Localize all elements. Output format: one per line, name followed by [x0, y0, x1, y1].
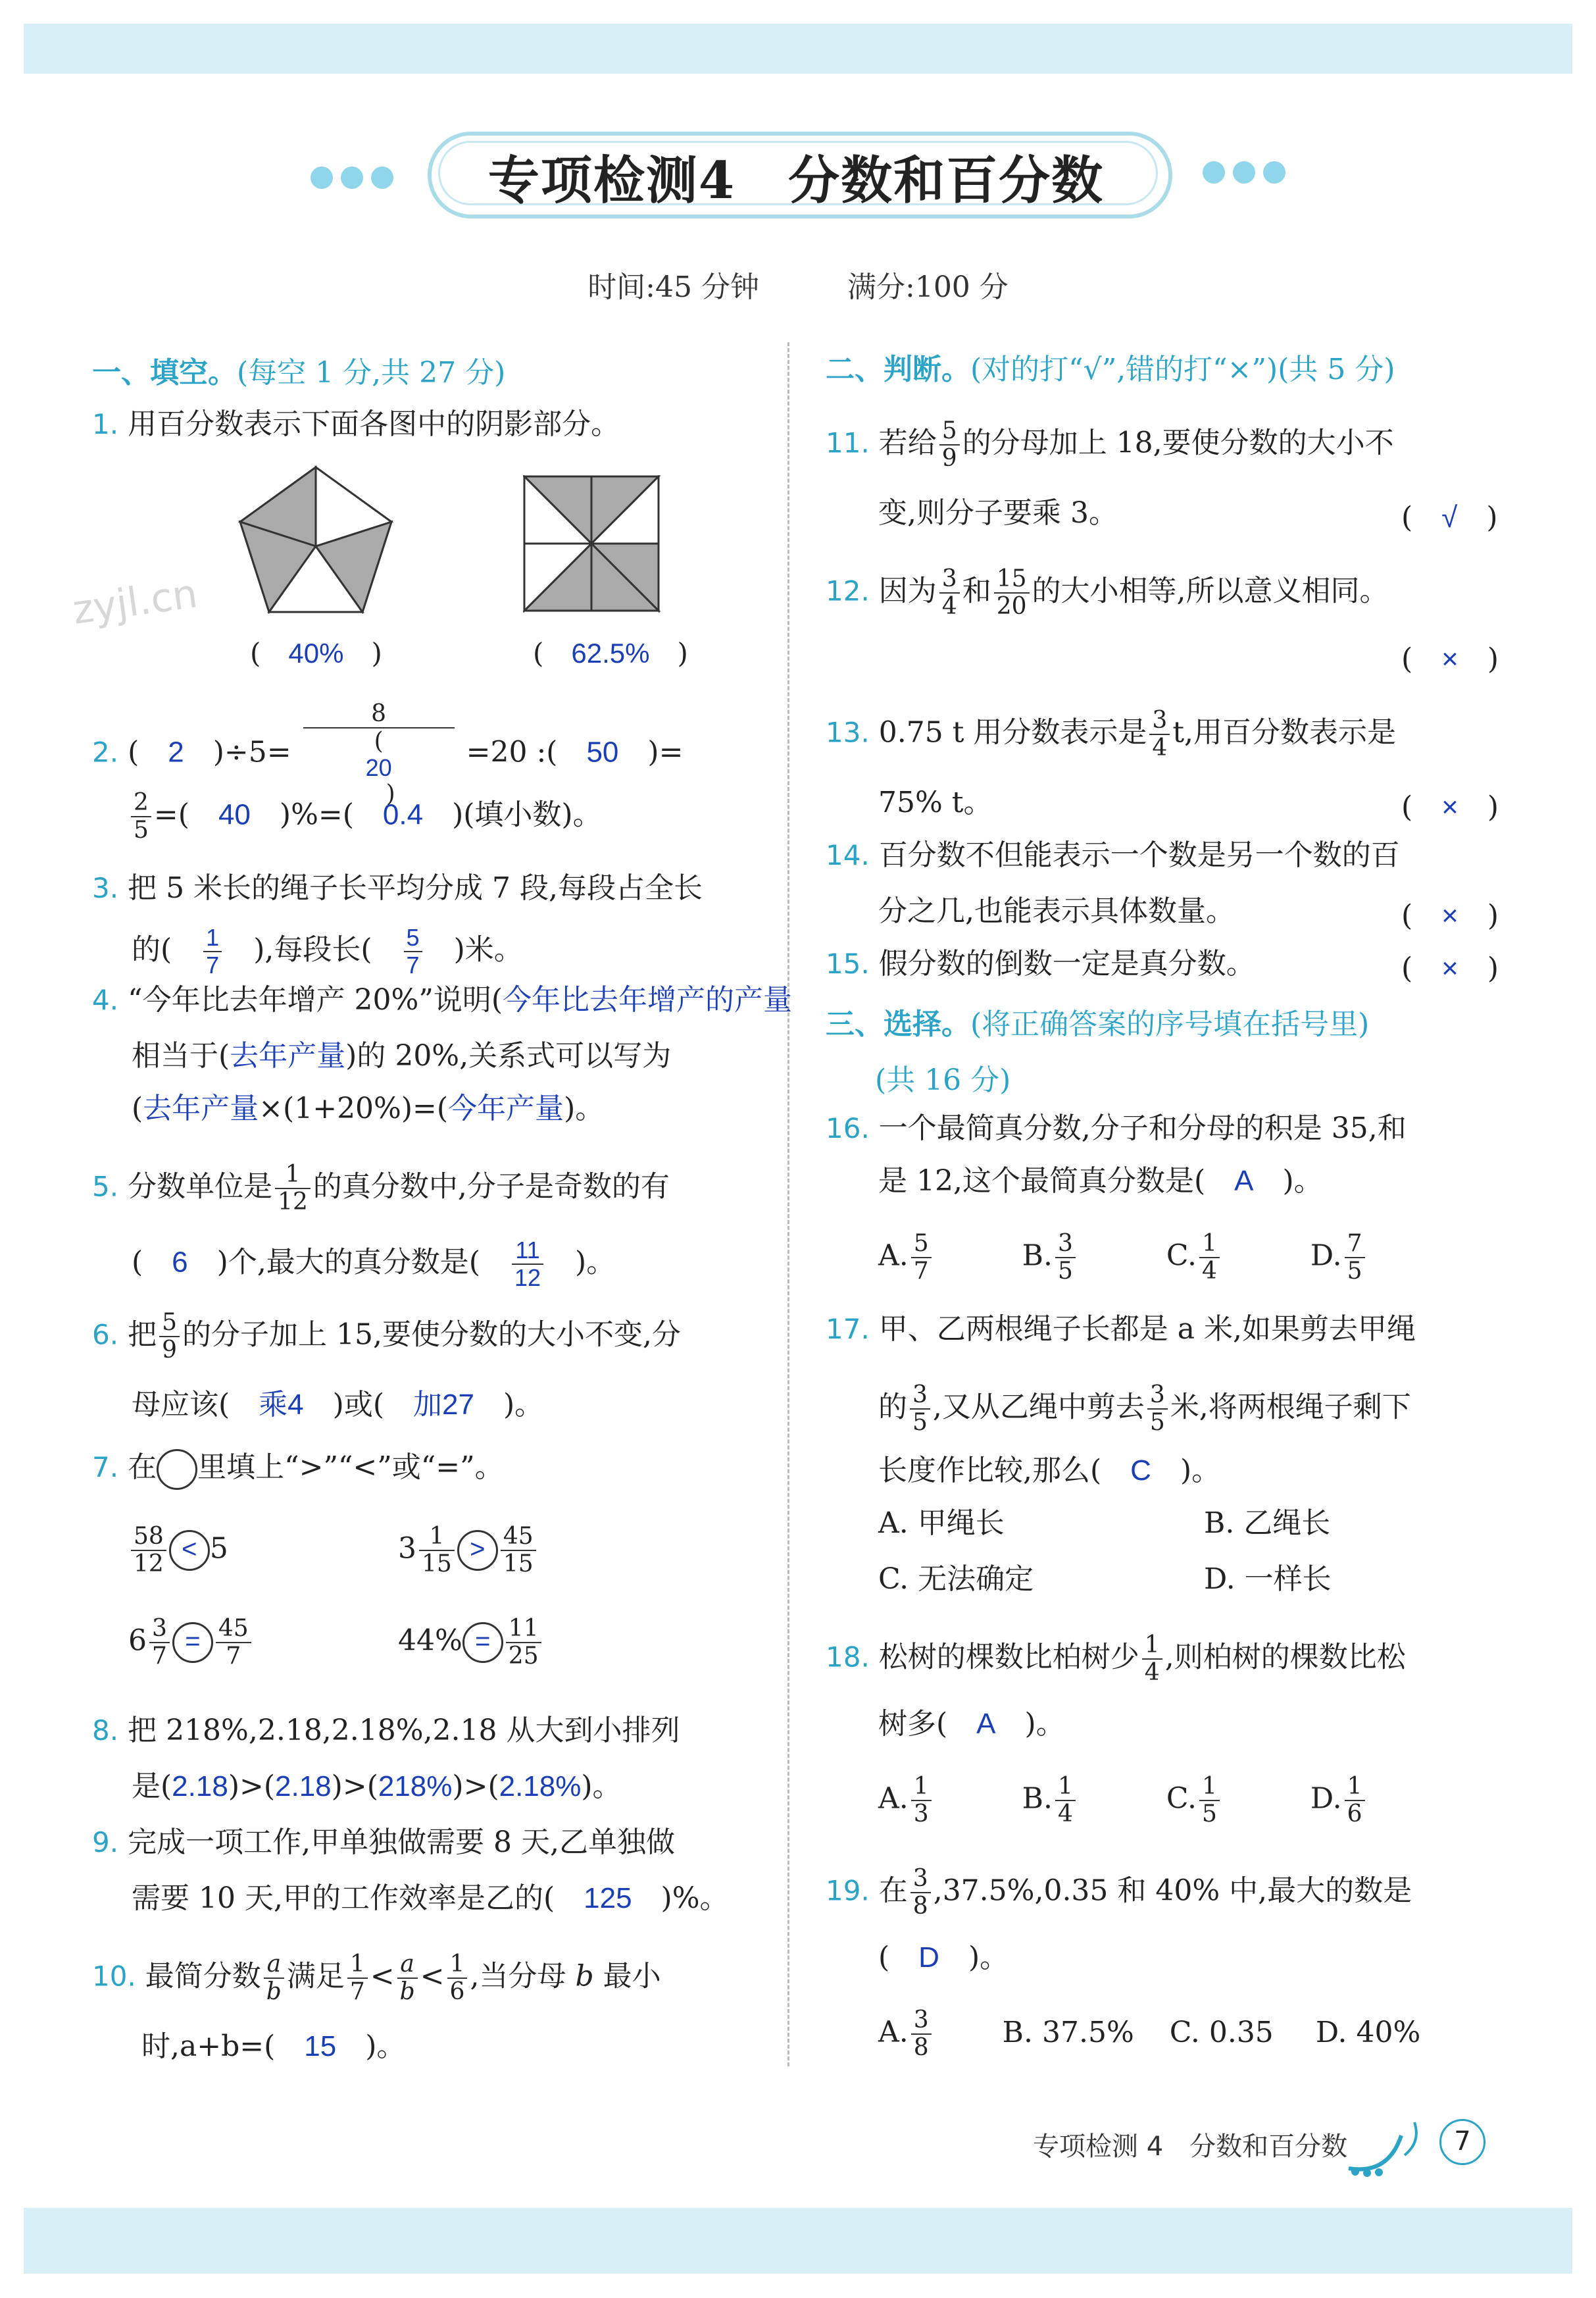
question-18: 18. 松树的棵数比柏树少 $\frac{1}{4}$ ,则柏树的棵数比松 [826, 1631, 1406, 1686]
compare-2: 3 $\frac{1}{15}$ > $\frac{45}{15}$ [398, 1523, 539, 1577]
answer-12: ( × ) [1401, 642, 1499, 676]
question-16-options [878, 1231, 1368, 1285]
top-decor-band [24, 24, 1572, 74]
question-4-line3: (去年产量×(1+20%)=(今年产量)。 [132, 1092, 605, 1125]
page-number: 7 [1439, 2119, 1485, 2165]
option-d[interactable]: D. 40% [1315, 2015, 1421, 2049]
title-bubble-left [311, 166, 333, 189]
compare-3: 6 $\frac{3}{7}$ = $\frac{45}{7}$ [128, 1616, 254, 1670]
answer-square: ( 62.5% ) [533, 637, 688, 669]
question-10-line2: 时,a+b=( 15 )。 [141, 2030, 406, 2063]
question-4: 4. “今年比去年增产 20%”说明(今年比去年增产的产量 [92, 983, 793, 1017]
question-9-line2: 需要 10 天,甲的工作效率是乙的( 125 )%。 [132, 1881, 729, 1915]
answer-13: ( × ) [1401, 790, 1499, 824]
full-score: 满分:100 分 [847, 270, 1009, 304]
question-9: 9. 完成一项工作,甲单独做需要 8 天,乙单独做 [92, 1826, 676, 1859]
watermark: zyjl.cn [70, 571, 201, 634]
title-banner [401, 125, 1191, 224]
question-3: 3. 把 5 米长的绳子长平均分成 7 段,每段占全长 [92, 871, 703, 905]
page-title: 专项检测4 分数和百分数 [487, 151, 1105, 211]
question-3-line2: 的( $\frac{1}{7}$ ),每段长( $\frac{5}{7}$ )米。 [132, 924, 523, 979]
option-d[interactable]: D. 一样长 [1204, 1562, 1332, 1596]
option-d[interactable]: D. $\frac{1}{6}$ [1310, 1774, 1368, 1827]
option-c[interactable]: C. $\frac{1}{5}$ [1166, 1774, 1222, 1827]
question-18-line2: 树多( A )。 [878, 1707, 1065, 1741]
question-13-line2: 75% t。 [878, 786, 993, 819]
answer-pentagon: ( 40% ) [250, 637, 382, 669]
option-b[interactable]: B. $\frac{1}{4}$ [1022, 1774, 1078, 1827]
question-4-line2: 相当于(去年产量)的 20%,关系式可以写为 [132, 1039, 672, 1073]
square-figure [523, 475, 661, 613]
wave-icon [1342, 2109, 1428, 2182]
title-bubble-left [341, 166, 363, 189]
compare-1: $\frac{58}{12}$ < 5 [128, 1523, 228, 1577]
question-11-line2: 变,则分子要乘 3。 [878, 496, 1118, 530]
option-c[interactable]: C. $\frac{1}{4}$ [1166, 1231, 1222, 1285]
exam-meta [0, 263, 1596, 305]
question-5: 5. 分数单位是 $\frac{1}{12}$ 的真分数中,分子是奇数的有 [92, 1161, 670, 1215]
question-10: 10. 最简分数 $\frac{a}{b}$ 满足 $\frac{1}{7}$ < $\frac{a}{b}$ < $\frac{1}{6}$ ,当分母 b 最小 [92, 1951, 661, 2005]
question-16: 16. 一个最简真分数,分子和分母的积是 35,和 [826, 1111, 1407, 1145]
footer-title: 专项检测 4 分数和百分数 [1033, 2132, 1348, 2162]
section-multiple-choice: 三、选择。(将正确答案的序号填在括号里) [826, 1008, 1370, 1041]
compare-4: 44% = $\frac{11}{25}$ [398, 1616, 544, 1670]
column-divider [787, 342, 789, 2066]
answer-14: ( × ) [1401, 899, 1499, 932]
question-19-line2: ( D )。 [878, 1941, 1009, 1974]
option-a[interactable]: A. $\frac{1}{3}$ [878, 1774, 934, 1827]
title-bubble-left [371, 166, 393, 189]
answer-11: ( √ ) [1401, 501, 1498, 534]
option-c[interactable]: C. 无法确定 [878, 1562, 1034, 1596]
option-c[interactable]: C. 0.35 [1169, 2015, 1274, 2049]
question-17-line2: 的 $\frac{3}{5}$ ,又从乙绳中剪去 $\frac{3}{5}$ 米,将两根绳子剩下 [878, 1381, 1411, 1436]
time-limit: 时间:45 分钟 [587, 270, 759, 304]
option-d[interactable]: D. $\frac{7}{5}$ [1310, 1231, 1368, 1285]
title-bubble-right [1263, 161, 1285, 184]
question-14: 14. 百分数不但能表示一个数是另一个数的百 [826, 838, 1400, 872]
section-true-false: 二、判断。(对的打“√”,错的打“×”)(共 5 分) [826, 353, 1395, 386]
question-6: 6. 把 $\frac{5}{9}$ 的分子加上 15,要使分数的大小不变,分 [92, 1309, 681, 1364]
bottom-decor-band [24, 2208, 1572, 2274]
question-7: 7. 在 里填上“>”“<”或“=”。 [92, 1448, 504, 1490]
option-b[interactable]: B. 乙绳长 [1204, 1506, 1331, 1540]
question-19-options [878, 2007, 1420, 2061]
question-19: 19. 在 $\frac{3}{8}$ ,37.5%,0.35 和 40% 中,最大的数是 [826, 1865, 1412, 1920]
question-12: 12. 因为 $\frac{3}{4}$ 和 $\frac{15}{20}$ 的大小相等,所以意义相同。 [826, 565, 1389, 620]
title-bubble-right [1203, 161, 1225, 184]
pentagon-figure [237, 464, 395, 615]
title-bubble-right [1233, 161, 1255, 184]
question-18-options [878, 1774, 1368, 1827]
question-2: 2. ( 2 )÷5= 8 ( 20 ) =20 :( 50 )= [92, 700, 684, 807]
question-14-line2: 分之几,也能表示具体数量。 [878, 894, 1235, 928]
question-15: 15. 假分数的倒数一定是真分数。 [826, 947, 1255, 981]
question-1: 1. 用百分数表示下面各图中的阴影部分。 [92, 407, 620, 441]
option-b[interactable]: B. 37.5% [1002, 2015, 1134, 2049]
answer-15: ( × ) [1401, 952, 1499, 985]
question-5-line2: ( 6 )个,最大的真分数是( $\frac{11}{12}$ )。 [132, 1237, 616, 1291]
option-b[interactable]: B. $\frac{3}{5}$ [1022, 1231, 1078, 1285]
question-11: 11. 若给 $\frac{5}{9}$ 的分母加上 18,要使分数的大小不 [826, 417, 1394, 472]
option-a[interactable]: A. 甲绳长 [878, 1506, 1005, 1540]
question-17: 17. 甲、乙两根绳子长都是 a 米,如果剪去甲绳 [826, 1312, 1416, 1346]
option-a[interactable]: A. $\frac{5}{7}$ [878, 1231, 934, 1285]
question-16-line2: 是 12,这个最简真分数是( A )。 [878, 1164, 1323, 1198]
question-2-line2: $\frac{2}{5}$ =( 40 )%=( 0.4 )(填小数)。 [128, 790, 602, 844]
question-8: 8. 把 218%,2.18,2.18%,2.18 从大到小排列 [92, 1714, 680, 1747]
section-fill-blank: 一、填空。(每空 1 分,共 27 分) [92, 356, 506, 390]
question-13: 13. 0.75 t 用分数表示是 $\frac{3}{4}$ t,用百分数表示是 [826, 707, 1396, 761]
question-6-line2: 母应该( 乘4 )或( 加27 )。 [132, 1388, 544, 1421]
question-17-line3: 长度作比较,那么( C )。 [878, 1454, 1221, 1487]
section-multiple-choice-points: (共 16 分) [875, 1063, 1011, 1097]
option-a[interactable]: A. $\frac{3}{8}$ [878, 2007, 934, 2061]
question-8-line2: 是(2.18)>(2.18)>(218%)>(2.18%)。 [132, 1770, 622, 1803]
